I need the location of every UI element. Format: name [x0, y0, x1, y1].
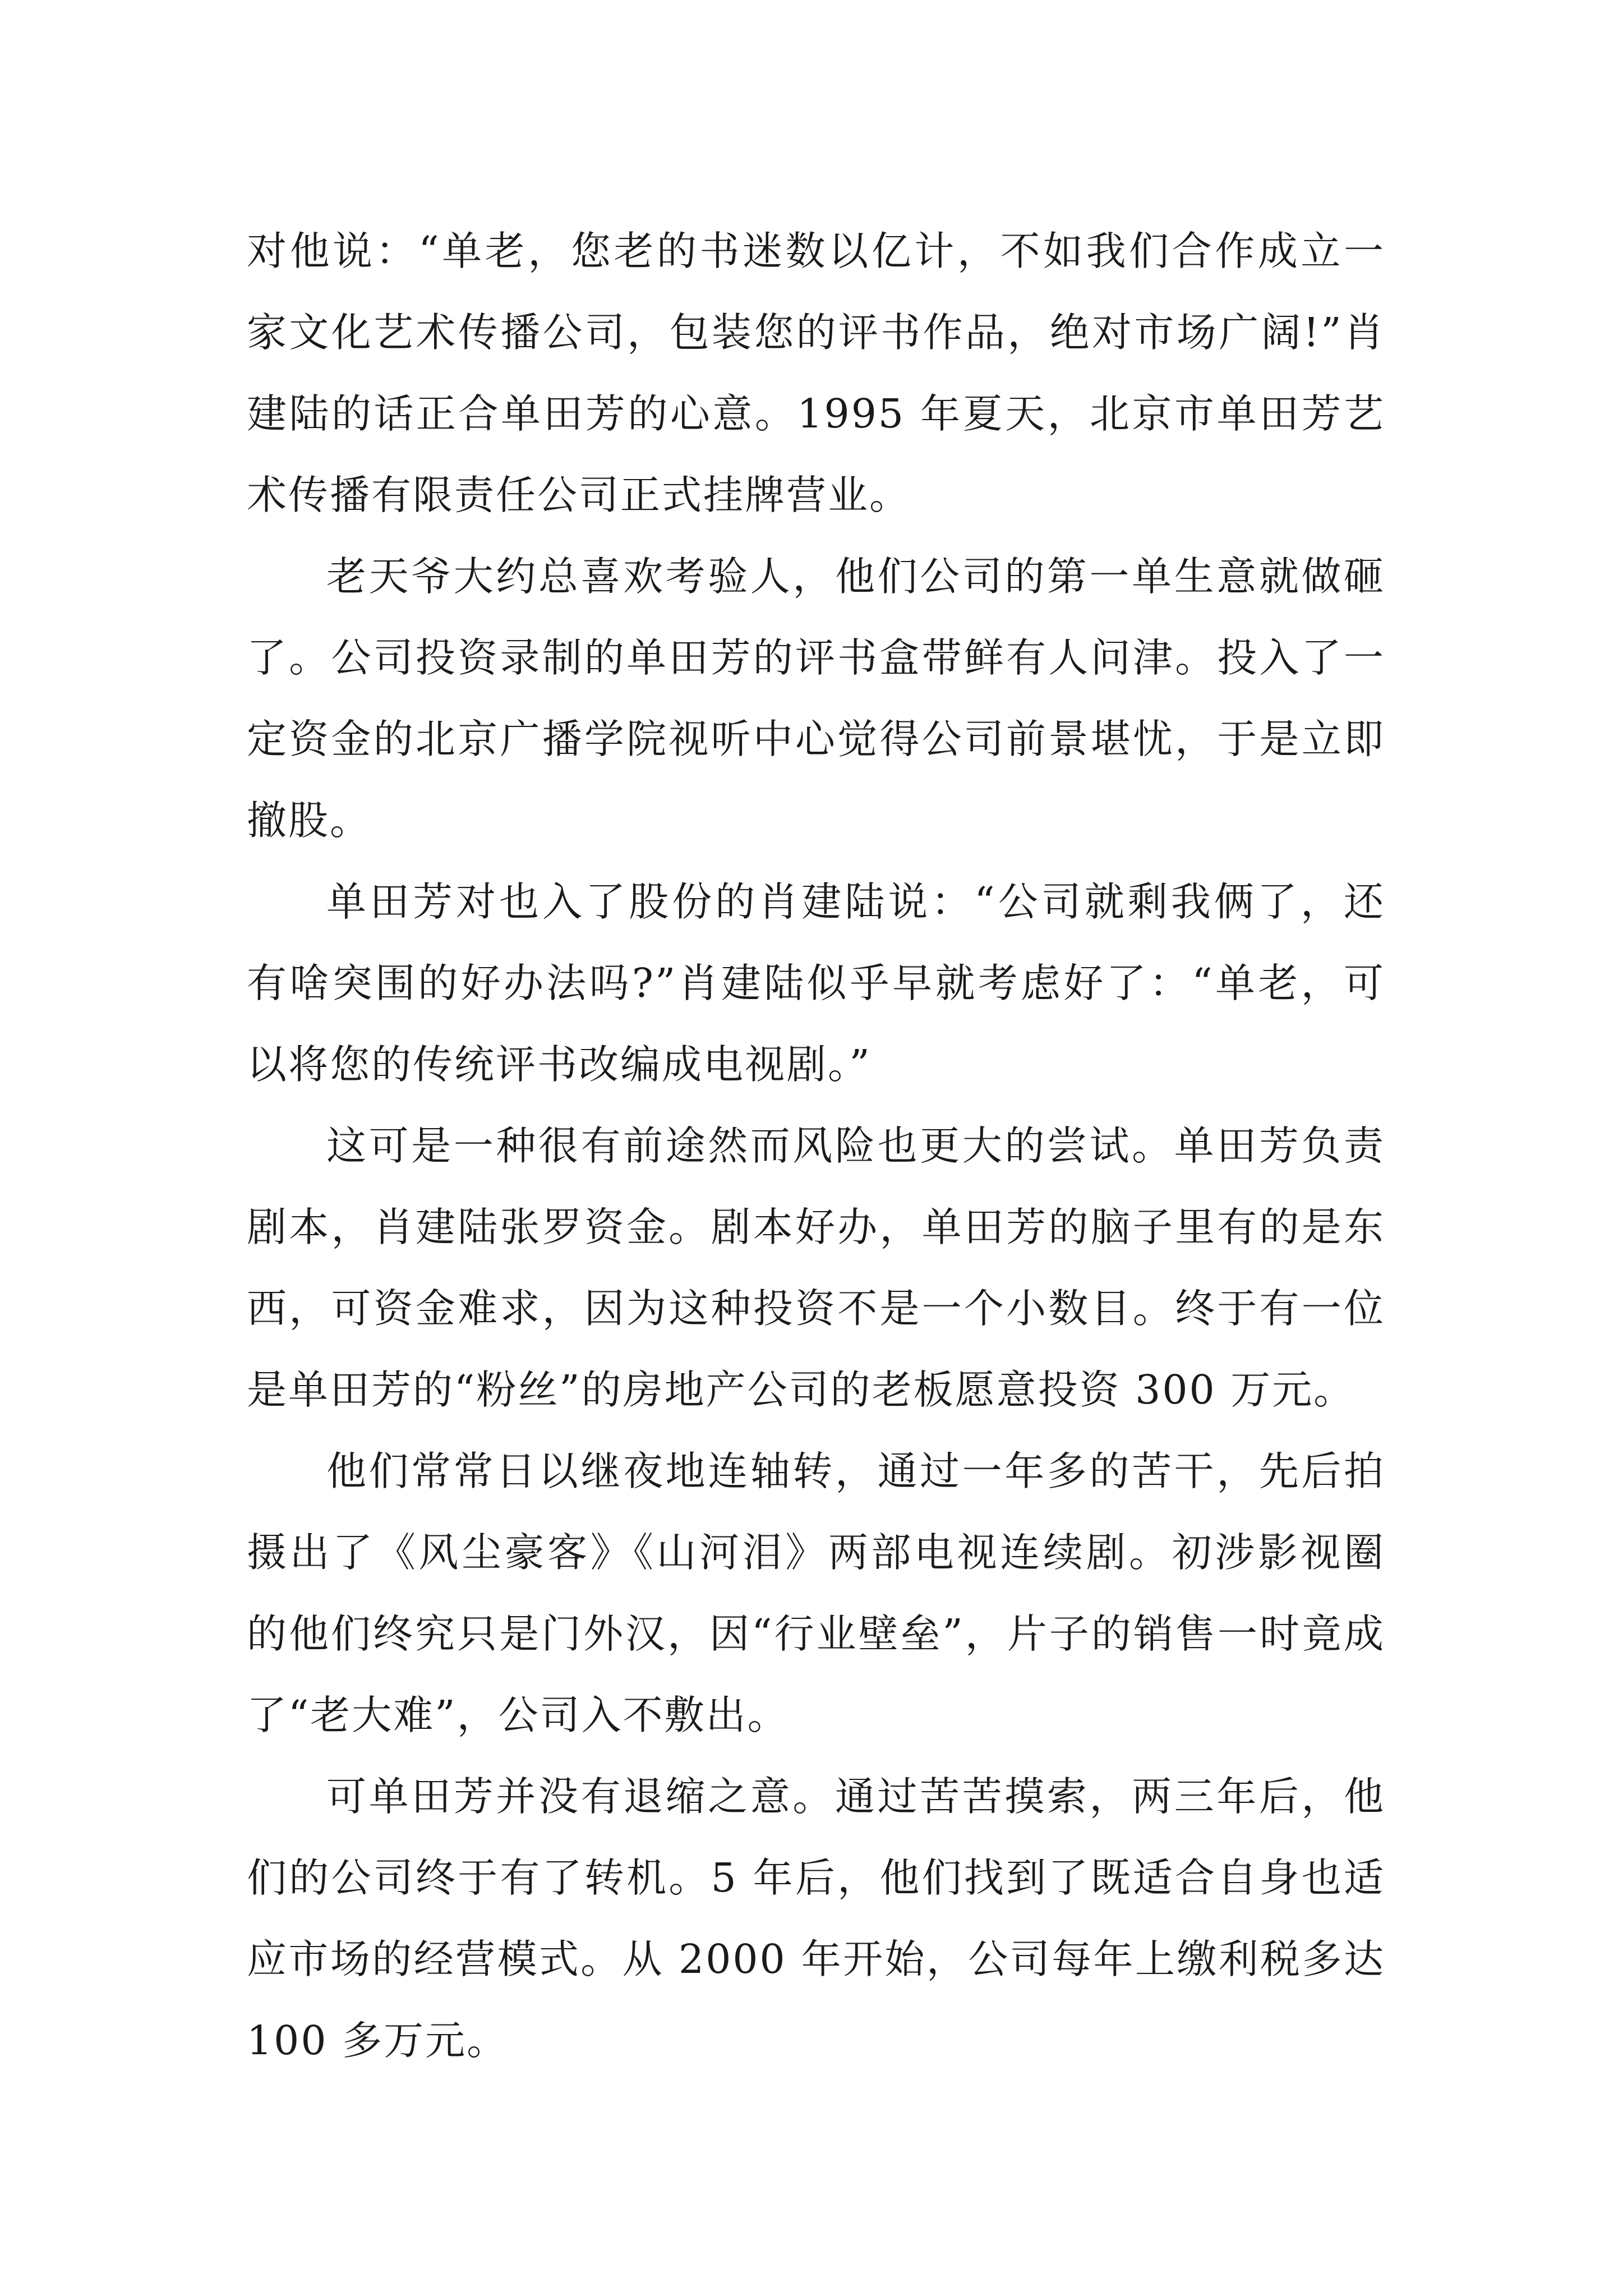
paragraph-4: 这可是一种很有前途然而风险也更大的尝试。单田芳负责剧本，肖建陆张罗资金。剧本好办，单田芳的脑子里有的是东西，可资金难求，因为这种投资不是一个小数目。终于有一位是单田芳的“粉丝”的房地产公司的老板愿意投资 300 万元。 [247, 1122, 1385, 1413]
paragraph-5: 他们常常日以继夜地连轴转，通过一年多的苦干，先后拍摄出了《风尘豪客》《山河泪》两部电视连续剧。初涉影视圈的他们终究只是门外汉，因“行业壁垒”，片子的销售一时竟成了“老大难”，公司入不敷出。 [247, 1448, 1385, 1738]
article-body [247, 210, 1385, 2081]
paragraph-3: 单田芳对也入了股份的肖建陆说：“公司就剩我俩了，还有啥突围的好办法吗?”肖建陆似乎早就考虑好了：“单老，可以将您的传统评书改编成电视剧。” [247, 878, 1385, 1088]
paragraph-2: 老天爷大约总喜欢考验人，他们公司的第一单生意就做砸了。公司投资录制的单田芳的评书盒带鲜有人问津。投入了一定资金的北京广播学院视听中心觉得公司前景堪忧，于是立即撤股。 [247, 553, 1385, 844]
paragraph-1: 对他说：“单老，您老的书迷数以亿计，不如我们合作成立一家文化艺术传播公司，包装您的评书作品，绝对市场广阔!”肖建陆的话正合单田芳的心意。1995 年夏天，北京市单田芳艺术传播有限责任公司正式挂牌营业。 [247, 228, 1385, 518]
paragraph-6: 可单田芳并没有退缩之意。通过苦苦摸索，两三年后，他们的公司终于有了转机。5 年后，他们找到了既适合自身也适应市场的经营模式。从 2000 年开始，公司每年上缴利税多达 100 多万元。 [247, 1773, 1385, 2064]
